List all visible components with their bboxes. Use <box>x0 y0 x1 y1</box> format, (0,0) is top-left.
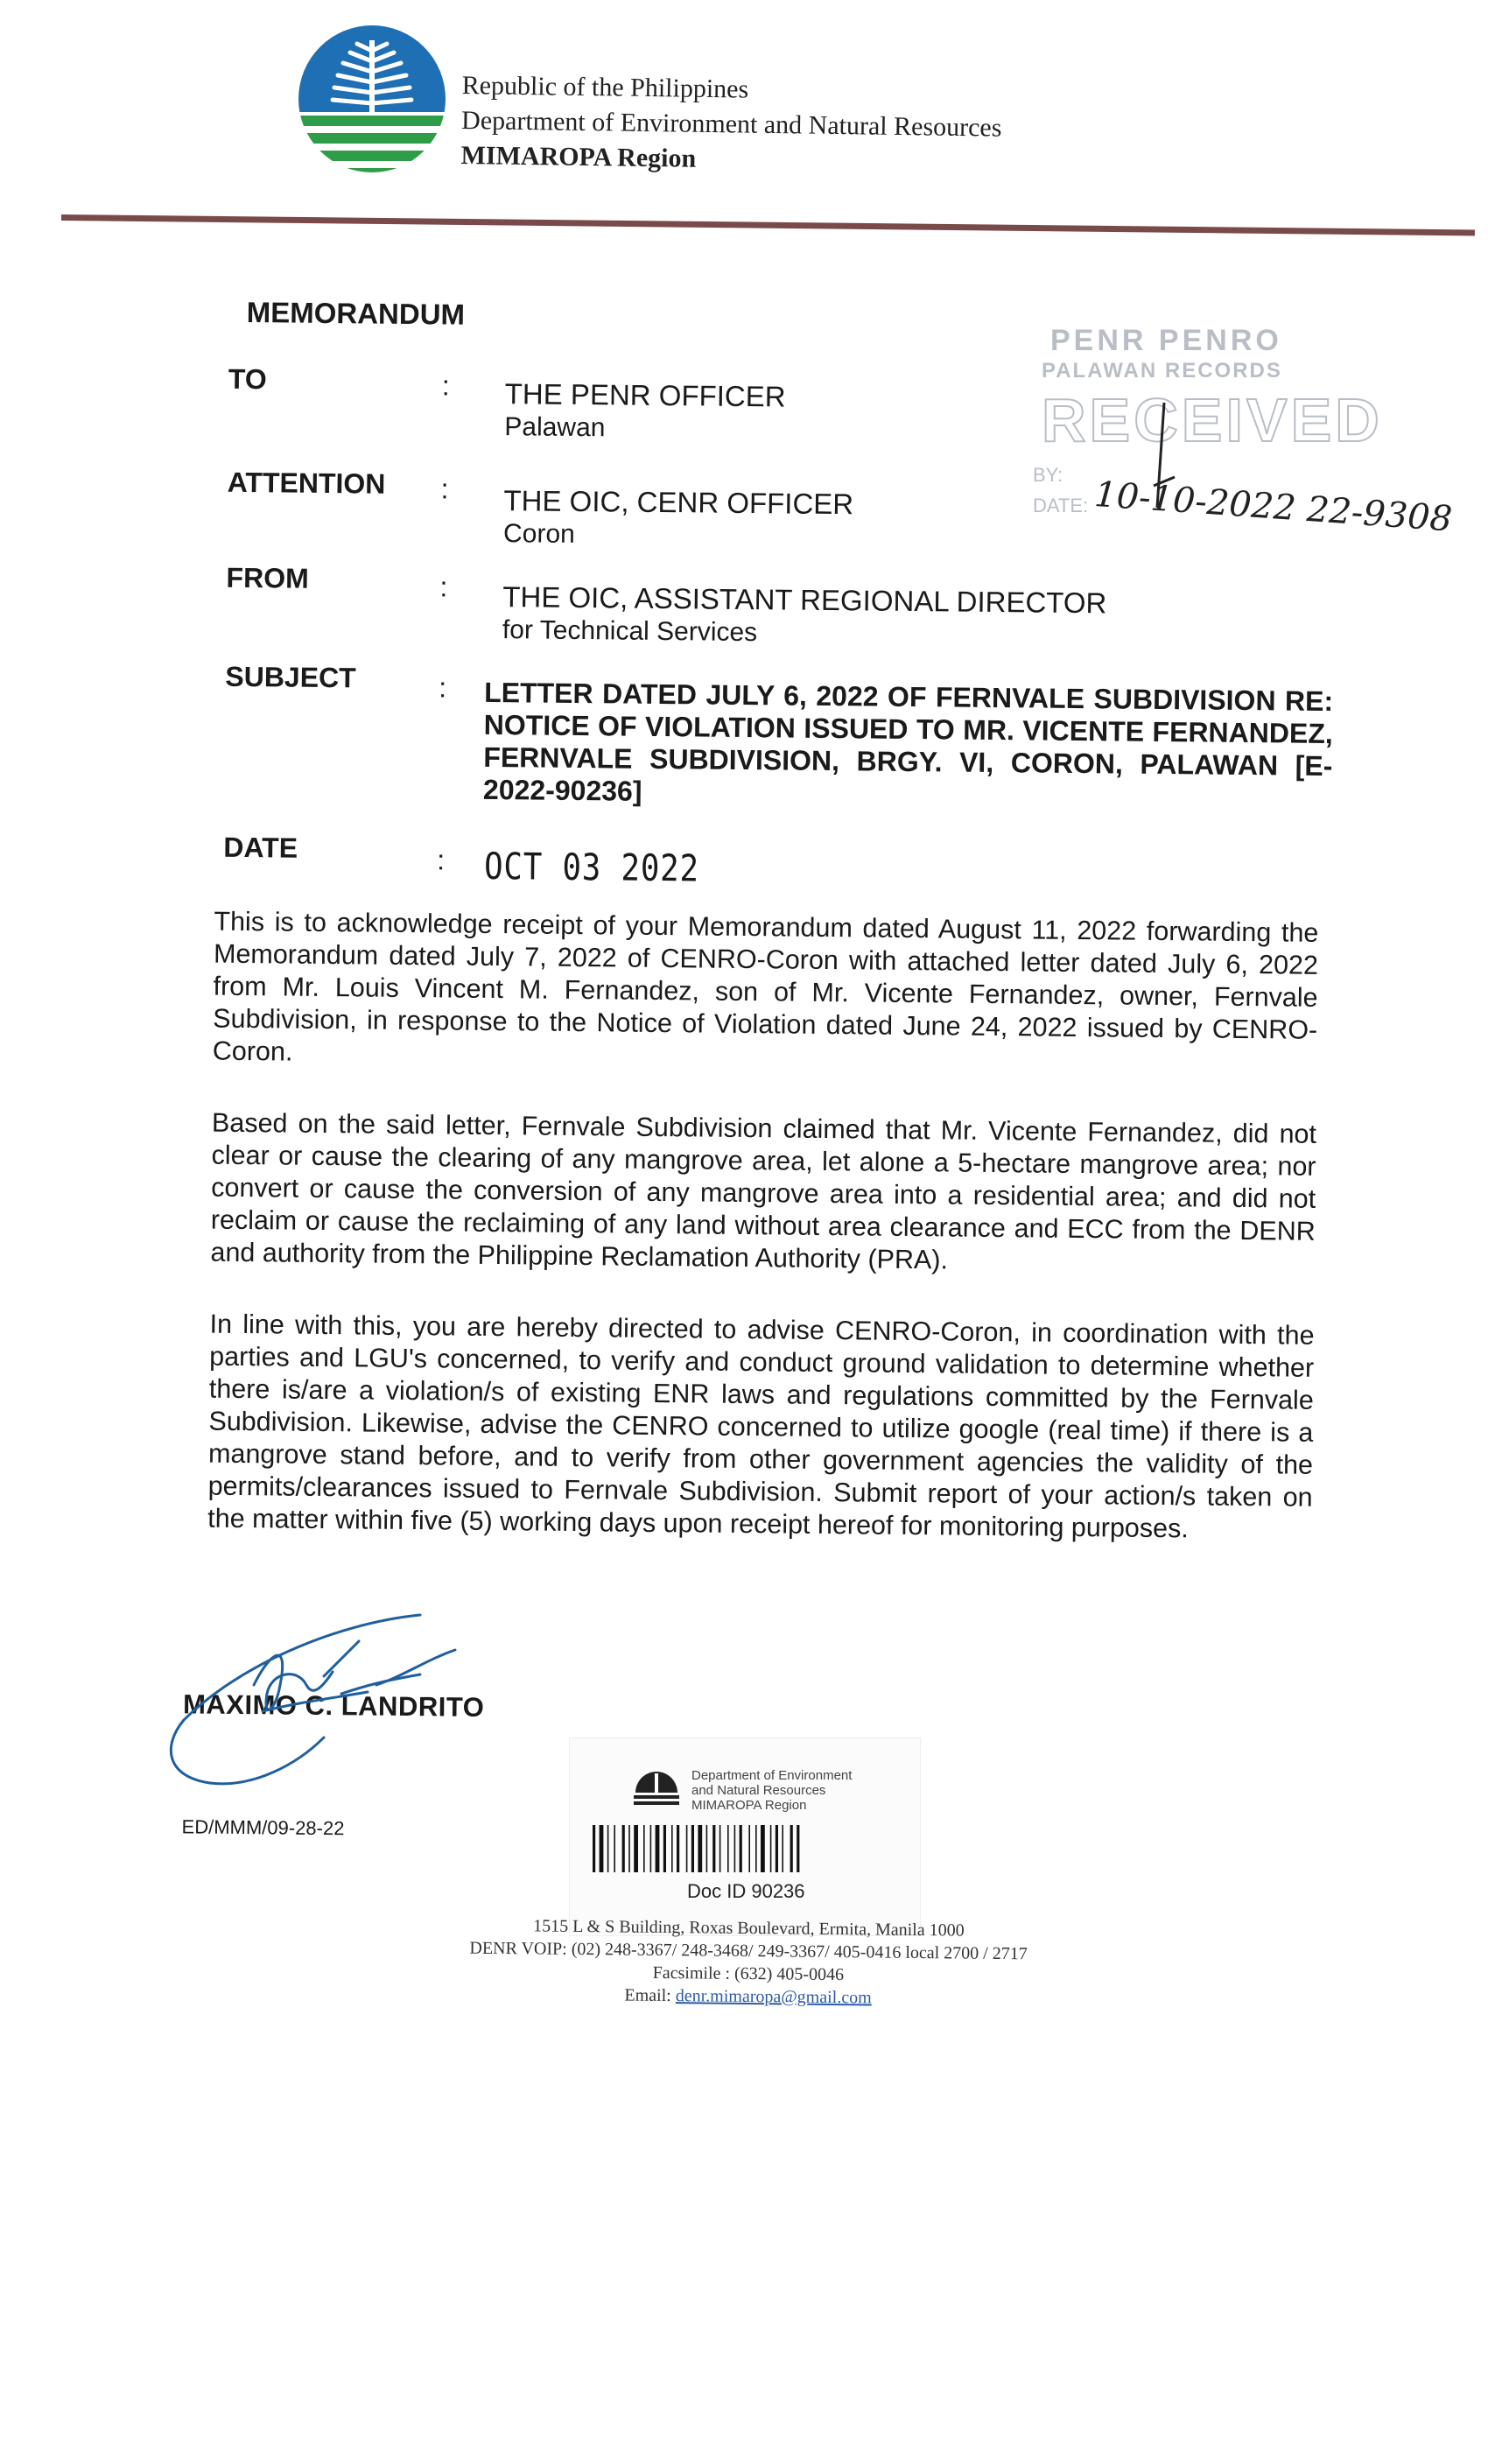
stamp-received: RECEIVED <box>1042 386 1383 454</box>
subject-label: SUBJECT <box>225 660 356 694</box>
to-colon: : <box>441 369 450 402</box>
paragraph-2: Based on the said letter, Fernvale Subdivision claimed that Mr. Vicente Fernandez, did not clear or cause the clearing of any mangrove area, let alone a 5-hectare mangrove area; nor convert or cause the conversion of any mangrove area into a residential area; and did not reclaim or cause the reclaiming of any land without area clearance and ECC from the DENR and authority from the Philippine Reclamation Authority (PRA). <box>210 1107 1317 1275</box>
org-department: Department of Environment and Natural Resources <box>460 105 1002 143</box>
date-value: OCT 03 2022 <box>483 844 700 890</box>
from-label: FROM <box>226 561 309 594</box>
from-value <box>502 580 1107 653</box>
attention-location: Coron <box>502 519 575 549</box>
footer-email-label: Email: <box>624 1985 671 2006</box>
footer-address: 1515 L & S Building, Roxas Boulevard, Ermita, Manila 1000 <box>533 1916 965 1941</box>
to-value <box>504 377 786 446</box>
stamp-handwritten-entry: 10-10-2022 22-9308 <box>1092 474 1454 540</box>
signature-scribble <box>158 1589 543 1799</box>
label-logo-icon <box>632 1766 681 1807</box>
from-unit: for Technical Services <box>502 615 758 648</box>
to-label: TO <box>228 362 267 396</box>
reference-code: ED/MMM/09-28-22 <box>181 1815 345 1840</box>
to-recipient: THE PENR OFFICER <box>504 377 786 413</box>
stamp-office: PENR PENRO <box>1050 324 1282 357</box>
memo-title: MEMORANDUM <box>246 296 466 331</box>
to-location: Palawan <box>504 412 606 443</box>
org-republic: Republic of the Philippines <box>461 70 749 104</box>
label-org-line1: Department of Environment <box>691 1768 853 1783</box>
org-region: MIMAROPA Region <box>460 140 697 173</box>
stamp-records: PALAWAN RECORDS <box>1042 359 1282 383</box>
footer-voip: DENR VOIP: (02) 248-3367/ 248-3468/ 249-3367/ 405-0416 local 2700 / 2717 <box>469 1938 1028 1964</box>
subject-colon: : <box>439 671 447 704</box>
attention-recipient: THE OIC, CENR OFFICER <box>503 484 854 521</box>
barcode <box>591 1825 906 1872</box>
attention-colon: : <box>440 473 449 505</box>
stamp-date: DATE: <box>1033 495 1089 516</box>
paragraph-3: In line with this, you are hereby directed to advise CENRO-Coron, in coordination with the parties and LGU's concerned, to verify and conduct ground validation to determine whether there is/are a violation/s of existing ENR laws and regulations committed by the Fernvale Subdivision. Likewise, advise the CENRO concerned to utilize google (real time) if there is a mangrove stand before, and to verify from other government agencies the validity of the permits/clearances issued to Fernvale Subdivision. Submit report of your action/s taken on the matter within five (5) working days upon receipt hereof for monitoring purposes. <box>207 1309 1315 1544</box>
from-sender: THE OIC, ASSISTANT REGIONAL DIRECTOR <box>502 580 1107 620</box>
footer <box>376 1913 1120 2012</box>
attention-label: ATTENTION <box>227 466 386 500</box>
label-org-line2: and Natural Resources <box>691 1783 826 1798</box>
footer-email-link[interactable]: denr.mimaropa@gmail.com <box>675 1986 872 2008</box>
date-colon: : <box>436 844 446 876</box>
label-organization <box>691 1768 852 1813</box>
date-label: DATE <box>223 831 298 864</box>
label-org-line3: MIMAROPA Region <box>691 1798 807 1813</box>
paragraph-1: This is to acknowledge receipt of your Memorandum dated August 11, 2022 forwarding the Memorandum dated July 7, 2022 of CENRO-Coron with attached letter dated July 6, 2022 from Mr. Louis Vincent M. Fernandez, son of Mr. Vicente Fernandez, owner, Fernvale Subdivision, in response to the Notice of Violation dated June 24, 2022 issued by CENRO-Coron. <box>212 906 1319 1067</box>
document-id: Doc ID 90236 <box>687 1880 805 1902</box>
attention-value <box>503 484 853 554</box>
signatory-name: MAXIMO C. LANDRITO <box>182 1688 485 1723</box>
stamp-by: BY: <box>1033 464 1063 486</box>
subject-value: LETTER DATED JULY 6, 2022 OF FERNVALE SUBDIVISION RE: NOTICE OF VIOLATION ISSUED TO MR. VICENTE FERNANDEZ, FERNVALE SUBDIVISION, BRGY. VI, CORON, PALAWAN [E-2022-90236] <box>482 676 1334 807</box>
from-colon: : <box>439 571 448 603</box>
footer-fax: Facsimile : (632) 405-0046 <box>652 1962 845 1985</box>
